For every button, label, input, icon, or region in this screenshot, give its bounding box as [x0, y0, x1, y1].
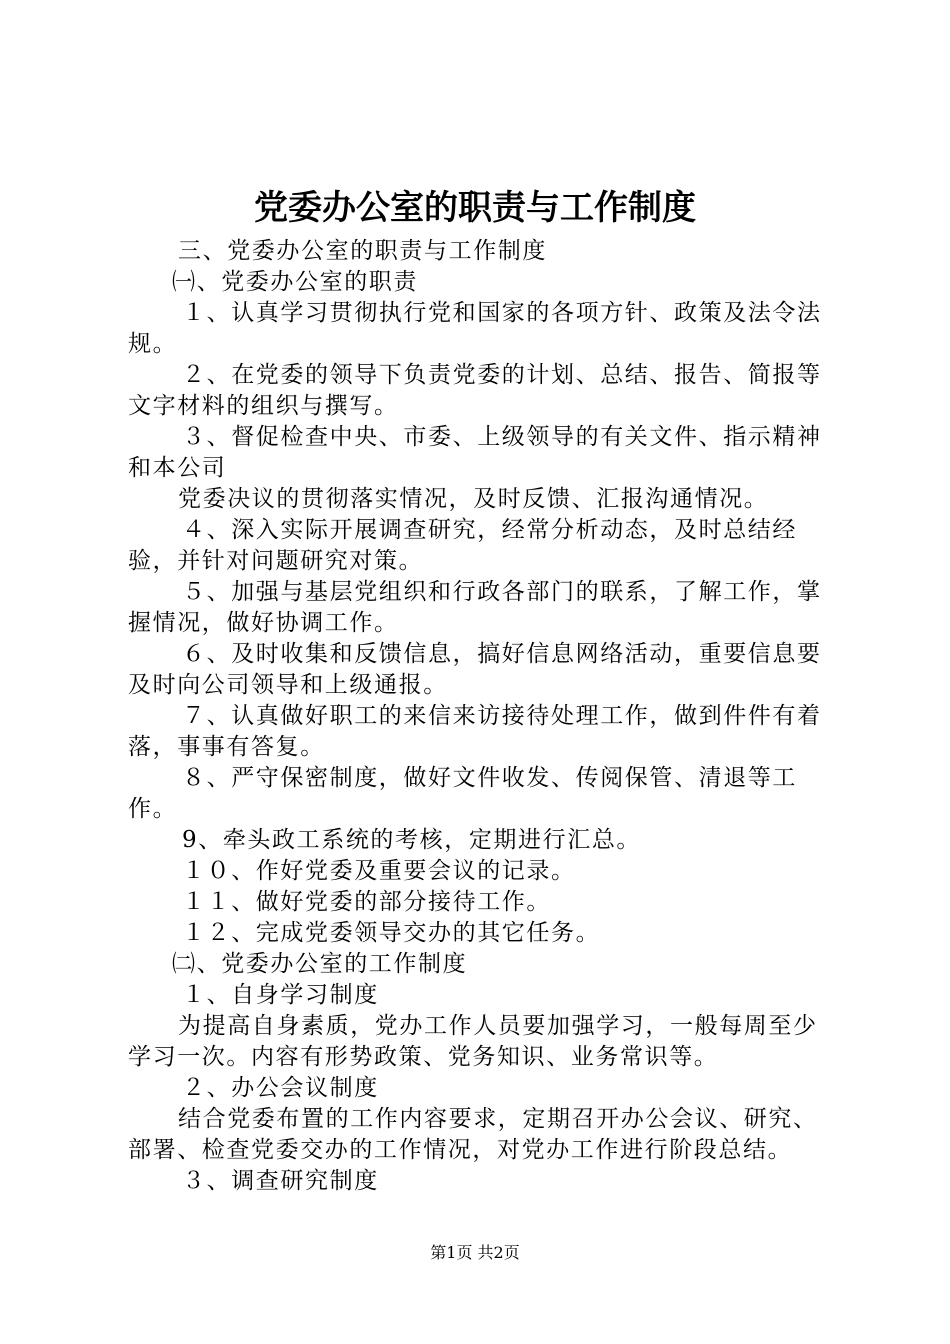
list-item: ３、调查研究制度: [182, 1168, 379, 1194]
page-footer: 第1页 共2页: [430, 1243, 520, 1262]
list-item: ７、认真做好职工的来信来访接待处理工作，做到件件有着落，事事有答复。: [128, 703, 822, 760]
list-item: 9、牵头政工系统的考核，定期进行汇总。: [182, 827, 642, 853]
subsection-heading: ㈡、党委办公室的工作制度: [172, 951, 468, 977]
list-item: ４、深入实际开展调查研究，经常分析动态，及时总结经验，并针对问题研究对策。: [128, 517, 797, 574]
list-item: ５、加强与基层党组织和行政各部门的联系，了解工作，掌握情况，做好协调工作。: [128, 579, 822, 636]
paragraph: 为提高自身素质，党办工作人员要加强学习，一般每周至少学习一次。内容有形势政策、党务知识、业务常识等。: [128, 1013, 818, 1070]
list-item: ３、督促检查中央、市委、上级领导的有关文件、指示精神和本公司: [128, 424, 822, 481]
list-item: １２、完成党委领导交办的其它任务。: [182, 920, 601, 946]
subsection-heading: ㈠、党委办公室的职责: [172, 269, 418, 295]
list-item: ２、在党委的领导下负责党委的计划、总结、报告、简报等文字材料的组织与撰写。: [128, 362, 822, 419]
list-item: １１、做好党委的部分接待工作。: [182, 889, 551, 915]
paragraph: 党委决议的贯彻落实情况，及时反馈、汇报沟通情况。: [178, 486, 769, 512]
list-item: １０、作好党委及重要会议的记录。: [182, 858, 576, 884]
paragraph: 结合党委布置的工作内容要求，定期召开办公会议、研究、部署、检查党委交办的工作情况，对党办工作进行阶段总结。: [128, 1106, 818, 1163]
section-heading: 三、党委办公室的职责与工作制度: [178, 238, 547, 264]
page-title: 党委办公室的职责与工作制度: [254, 188, 696, 228]
list-item: １、认真学习贯彻执行党和国家的各项方针、政策及法令法规。: [128, 300, 822, 357]
list-item: ２、办公会议制度: [182, 1075, 379, 1101]
document-body: [128, 236, 838, 1197]
list-item: ６、及时收集和反馈信息，搞好信息网络活动，重要信息要及时向公司领导和上级通报。: [128, 641, 822, 698]
list-item: ８、严守保密制度，做好文件收发、传阅保管、清退等工作。: [128, 765, 797, 822]
list-item: １、自身学习制度: [182, 982, 379, 1008]
